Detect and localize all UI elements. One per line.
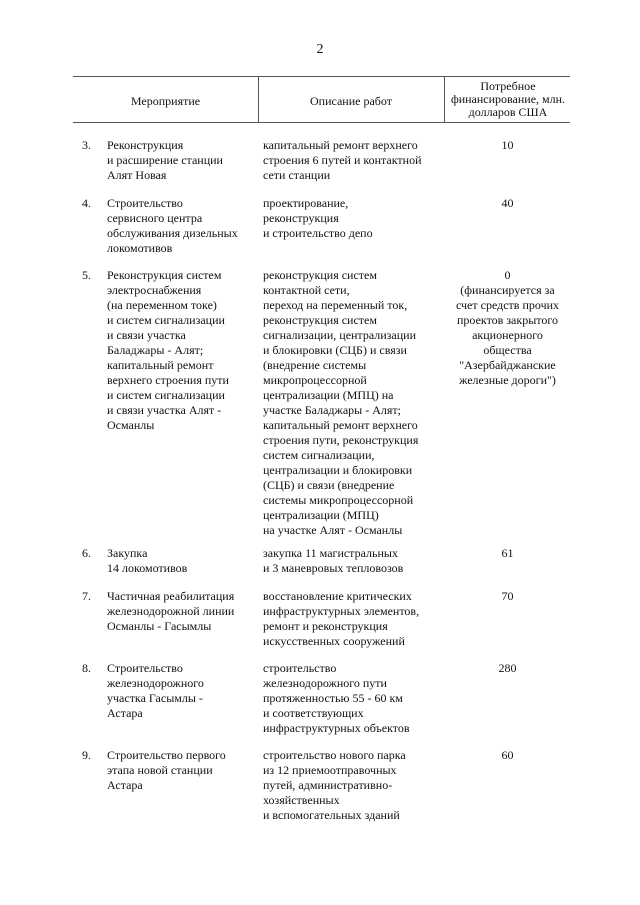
measure-cell: Закупка 14 локомотивов: [107, 546, 188, 575]
description-cell: реконструкция систем контактной сети, переход на переменный ток, реконструкция систем сигнализации, централизации и блокировки (СЦБ) и связи (внедрение системы микропроцессорной централизации (МПЦ) на участке Баладжары - Алят; капитальный ремонт верхнего строения пути, реконструкция систем сигнализации, централизации и блокировки (СЦБ) и связи (внедрение системы микропроцессорной централизации (МПЦ) на участке Алят - Османлы: [263, 268, 419, 537]
header-description: Описание работ: [310, 94, 392, 108]
description-cell: строительство железнодорожного пути протяженностью 55 - 60 км и соответствующих инфраструктурных объектов: [263, 661, 410, 735]
financing-cell: 60: [501, 748, 514, 762]
row-number: 9.: [82, 748, 91, 762]
row-number: 3.: [82, 138, 91, 152]
description-cell: закупка 11 магистральных и 3 маневровых тепловозов: [263, 546, 404, 575]
row-number: 7.: [82, 589, 91, 603]
measure-cell: Строительство первого этапа новой станции Астара: [107, 748, 226, 792]
header-measure: Мероприятие: [130, 94, 201, 108]
financing-cell: 70: [501, 589, 514, 603]
row-number: 4.: [82, 196, 91, 210]
financing-cell: 0 (финансируется за счет средств прочих проектов закрытого акционерного общества "Азербайджанские железные дороги"): [455, 268, 560, 387]
financing-cell: 61: [501, 546, 514, 560]
page-number: 2: [316, 42, 324, 57]
measure-cell: Реконструкция систем электроснабжения (на переменном токе) и систем сигнализации и связи участка Баладжары - Алят; капитальный ремонт верхнего строения пути и систем сигнализации и связи участка Алят - Османлы: [107, 268, 229, 432]
description-cell: капитальный ремонт верхнего строения 6 путей и контактной сети станции: [263, 138, 422, 182]
description-cell: проектирование, реконструкция и строительство депо: [263, 196, 373, 240]
header-divider-right: [444, 76, 445, 122]
table-top-rule: [73, 76, 570, 77]
description-cell: восстановление критических инфраструктурных элементов, ремонт и реконструкция искусственных сооружений: [263, 589, 420, 648]
row-number: 6.: [82, 546, 91, 560]
financing-cell: 40: [501, 196, 514, 210]
financing-cell: 10: [501, 138, 514, 152]
measure-cell: Частичная реабилитация железнодорожной линии Османлы - Гасымлы: [107, 589, 235, 633]
measure-cell: Строительство железнодорожного участка Гасымлы - Астара: [107, 661, 204, 720]
description-cell: строительство нового парка из 12 приемоотправочных путей, административно- хозяйственных и вспомогательных зданий: [263, 748, 406, 822]
financing-cell: 280: [498, 661, 517, 675]
table-header-rule: [73, 122, 570, 123]
header-financing: Потребное финансирование, млн. долларов США: [450, 79, 566, 119]
row-number: 5.: [82, 268, 91, 282]
row-number: 8.: [82, 661, 91, 675]
measure-cell: Строительство сервисного центра обслуживания дизельных локомотивов: [107, 196, 238, 255]
measure-cell: Реконструкция и расширение станции Алят Новая: [107, 138, 223, 182]
